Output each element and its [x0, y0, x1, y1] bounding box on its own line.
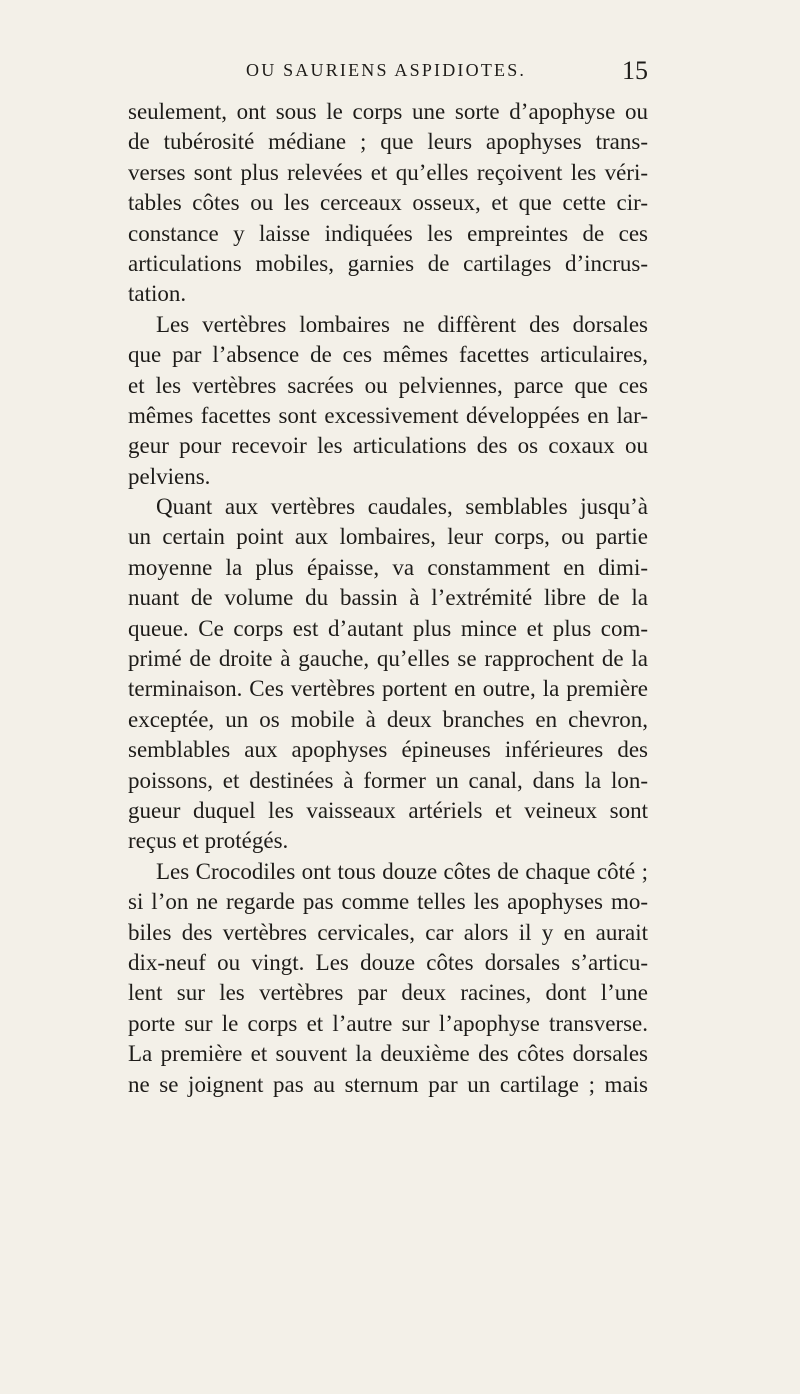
text-line: primé de droite à gauche, qu’elles se rapprochent de la	[128, 646, 648, 672]
text-line: geur pour recevoir les articulations des os coxaux ou	[128, 433, 648, 459]
page-number: 15	[622, 56, 648, 85]
text-line: seulement, ont sous le corps une sorte d’apophyse ou	[128, 99, 648, 124]
text-line: un certain point aux lombaires, leur corps, ou partie	[128, 524, 648, 550]
body-text	[128, 97, 648, 1100]
text-line: Les vertèbres lombaires ne diffèrent des dorsales	[156, 311, 648, 337]
text-line: articulations mobiles, garnies de cartilages d’incrus-	[128, 250, 648, 276]
text-line: lent sur les vertèbres par deux racines, dont l’une	[128, 980, 648, 1006]
text-line: et les vertèbres sacrées ou pelviennes, parce que ces	[128, 372, 648, 398]
text-line: tables côtes ou les cerceaux osseux, et que cette cir-	[128, 190, 648, 216]
text-line: semblables aux apophyses épineuses inférieures des	[128, 737, 648, 763]
text-line: verses sont plus relevées et qu’elles reçoivent les véri-	[128, 159, 648, 185]
text-line: terminaison. Ces vertèbres portent en outre, la première	[128, 676, 648, 702]
text-line: ne se joignent pas au sternum par un cartilage ; mais	[128, 1071, 648, 1097]
text-line: La première et souvent la deuxième des côtes dorsales	[128, 1041, 648, 1067]
text-line: queue. Ce corps est d’autant plus mince et plus com-	[128, 615, 648, 641]
text-line: de tubérosité médiane ; que leurs apophyses trans-	[128, 129, 648, 155]
text-line: biles des vertèbres cervicales, car alors il y en aurait	[128, 919, 648, 945]
text-line: exceptée, un os mobile à deux branches en chevron,	[128, 706, 648, 732]
text-line: Les Crocodiles ont tous douze côtes de chaque côté ;	[156, 858, 648, 884]
text-line: constance y laisse indiquées les empreintes de ces	[128, 220, 648, 246]
text-line: que par l’absence de ces mêmes facettes articulaires,	[128, 342, 648, 368]
text-line: mêmes facettes sont excessivement développées en lar-	[128, 402, 648, 428]
text-line: gueur duquel les vaisseaux artériels et veineux sont	[128, 797, 648, 823]
page-header	[128, 56, 648, 96]
text-line: si l’on ne regarde pas comme telles les apophyses mo-	[128, 889, 648, 915]
text-line: pelviens.	[128, 463, 211, 489]
text-line: poissons, et destinées à former un canal, dans la lon-	[128, 767, 648, 793]
text-line: Quant aux vertèbres caudales, semblables jusqu’à	[156, 494, 648, 520]
text-line: moyenne la plus épaisse, va constamment en dimi-	[128, 554, 648, 580]
text-line: nuant de volume du bassin à l’extrémité libre de la	[128, 585, 648, 611]
text-line: porte sur le corps et l’autre sur l’apophyse transverse.	[128, 1010, 648, 1036]
running-title: OU SAURIENS ASPIDIOTES.	[246, 60, 527, 80]
text-line: dix-neuf ou vingt. Les douze côtes dorsales s’articu-	[128, 949, 648, 975]
text-line: tation.	[128, 281, 187, 307]
text-line: reçus et protégés.	[128, 828, 289, 854]
